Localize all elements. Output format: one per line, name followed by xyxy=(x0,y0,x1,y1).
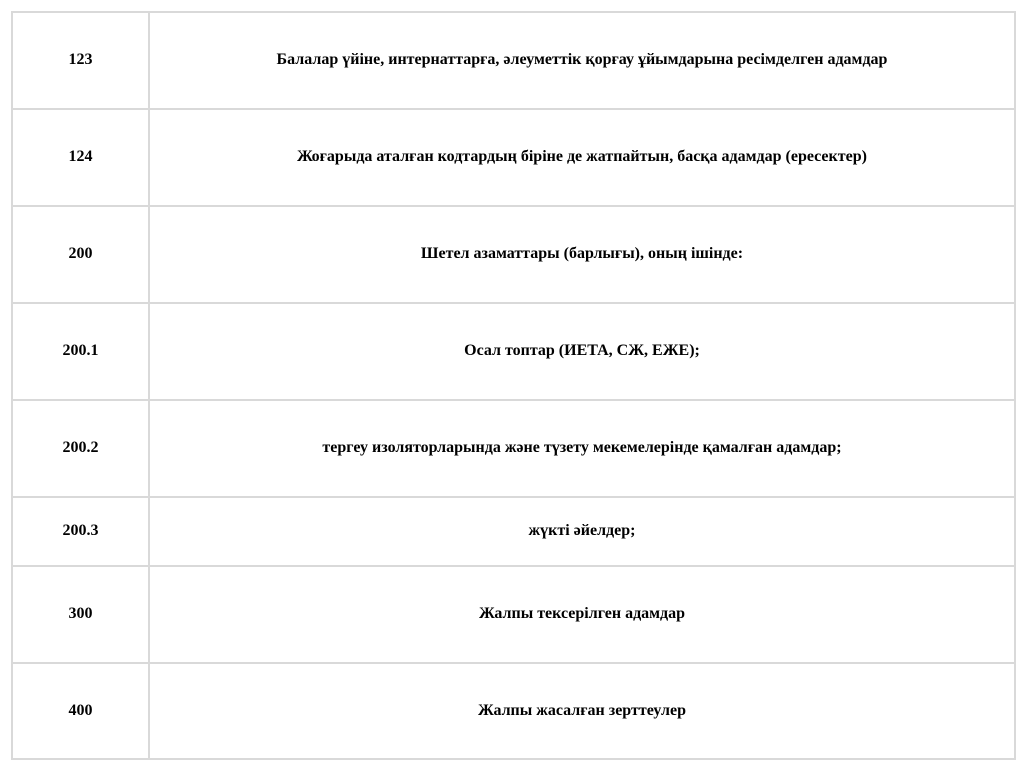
code-cell: 123 xyxy=(12,12,149,109)
table-row xyxy=(12,497,1015,566)
description-cell: Осал топтар (ИЕТА, СЖ, ЕЖЕ); xyxy=(149,303,1015,400)
description-cell: Шетел азаматтары (барлығы), оның ішінде: xyxy=(149,206,1015,303)
table-row xyxy=(12,663,1015,759)
code-cell: 200 xyxy=(12,206,149,303)
table-row xyxy=(12,206,1015,303)
table-row xyxy=(12,400,1015,497)
description-cell: Жоғарыда аталған кодтардың біріне де жатпайтын, басқа адамдар (ересектер) xyxy=(149,109,1015,206)
code-cell: 200.3 xyxy=(12,497,149,566)
codes-table xyxy=(11,11,1016,760)
description-cell: тергеу изоляторларында және түзету мекемелерінде қамалған адамдар; xyxy=(149,400,1015,497)
description-cell: Жалпы тексерілген адамдар xyxy=(149,566,1015,663)
description-cell: Балалар үйіне, интернаттарға, әлеуметтік қорғау ұйымдарына ресімделген адамдар xyxy=(149,12,1015,109)
code-cell: 124 xyxy=(12,109,149,206)
table-row xyxy=(12,109,1015,206)
code-cell: 400 xyxy=(12,663,149,759)
code-cell: 300 xyxy=(12,566,149,663)
code-cell: 200.2 xyxy=(12,400,149,497)
code-cell: 200.1 xyxy=(12,303,149,400)
table-row xyxy=(12,566,1015,663)
description-cell: Жалпы жасалған зерттеулер xyxy=(149,663,1015,759)
table-row xyxy=(12,303,1015,400)
table-row xyxy=(12,12,1015,109)
description-cell: жүкті әйелдер; xyxy=(149,497,1015,566)
